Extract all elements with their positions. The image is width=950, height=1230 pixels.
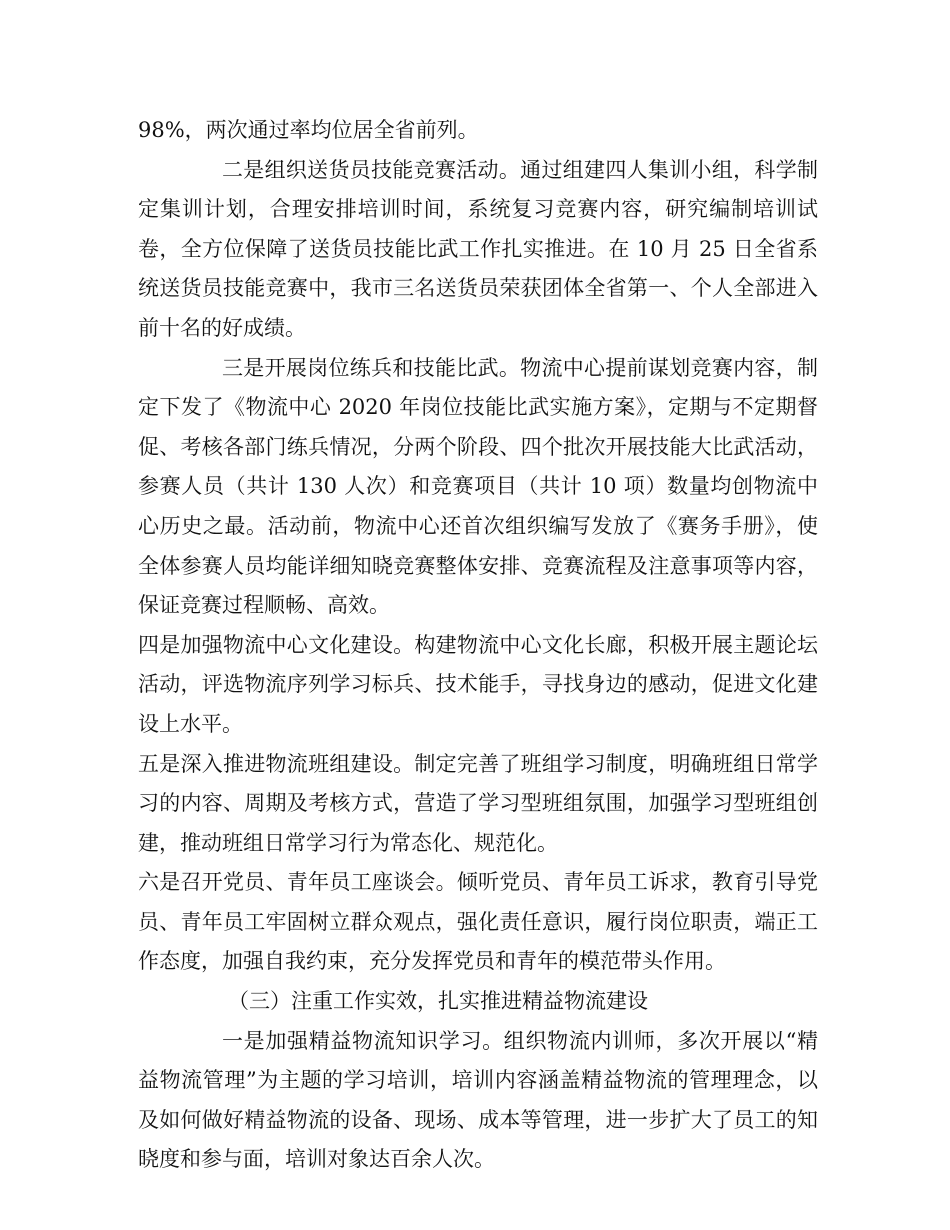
paragraph-culture-building: 四是加强物流中心文化建设。构建物流中心文化长廊，积极开展主题论坛活动，评选物流序列学习标兵、技术能手，寻找身边的感动，促进文化建设上水平。 xyxy=(138,632,818,736)
paragraph-team-building: 五是深入推进物流班组建设。制定完善了班组学习制度，明确班组日常学习的内容、周期及考核方式，营造了学习型班组氛围，加强学习型班组创建，推动班组日常学习行为常态化、规范化。 xyxy=(138,751,818,855)
paragraph-delivery-competition: 二是组织送货员技能竞赛活动。通过组建四人集训小组，科学制定集训计划，合理安排培训时间，系统复习竞赛内容，研究编制培训试卷，全方位保障了送货员技能比武工作扎实推进。在 10 月 25 日全省系统送货员技能竞赛中，我市三名送货员荣获团体全省第一、个人全部进入前十名的好成绩。 xyxy=(138,157,818,340)
document-body xyxy=(138,111,818,1180)
paragraph-skills-contest: 三是开展岗位练兵和技能比武。物流中心提前谋划竞赛内容，制定下发了《物流中心 2020 年岗位技能比武实施方案》，定期与不定期督促、考核各部门练兵情况，分两个阶段、四个批次开展技能大比武活动，参赛人员（共计 130 人次）和竞赛项目（共计 10 项）数量均创物流中心历史之最。活动前，物流中心还首次组织编写发放了《赛务手册》，使全体参赛人员均能详细知晓竞赛整体安排、竞赛流程及注意事项等内容，保证竞赛过程顺畅、高效。 xyxy=(138,355,818,618)
paragraph-lean-training: 一是加强精益物流知识学习。组织物流内训师，多次开展以“精益物流管理”为主题的学习培训，培训内容涵盖精益物流的管理理念，以及如何做好精益物流的设备、现场、成本等管理，进一步扩大了员工的知晓度和参与面，培训对象达百余人次。 xyxy=(138,1028,818,1172)
paragraph-symposium: 六是召开党员、青年员工座谈会。倾听党员、青年员工诉求，教育引导党员、青年员工牢固树立群众观点，强化责任意识，履行岗位职责，端正工作态度，加强自我约束，充分发挥党员和青年的模范带头作用。 xyxy=(138,870,818,974)
section-heading-lean-logistics: （三）注重工作实效，扎实推进精益物流建设 xyxy=(228,989,648,1014)
paragraph-pass-rate: 98%，两次通过率均位居全省前列。 xyxy=(138,118,479,142)
